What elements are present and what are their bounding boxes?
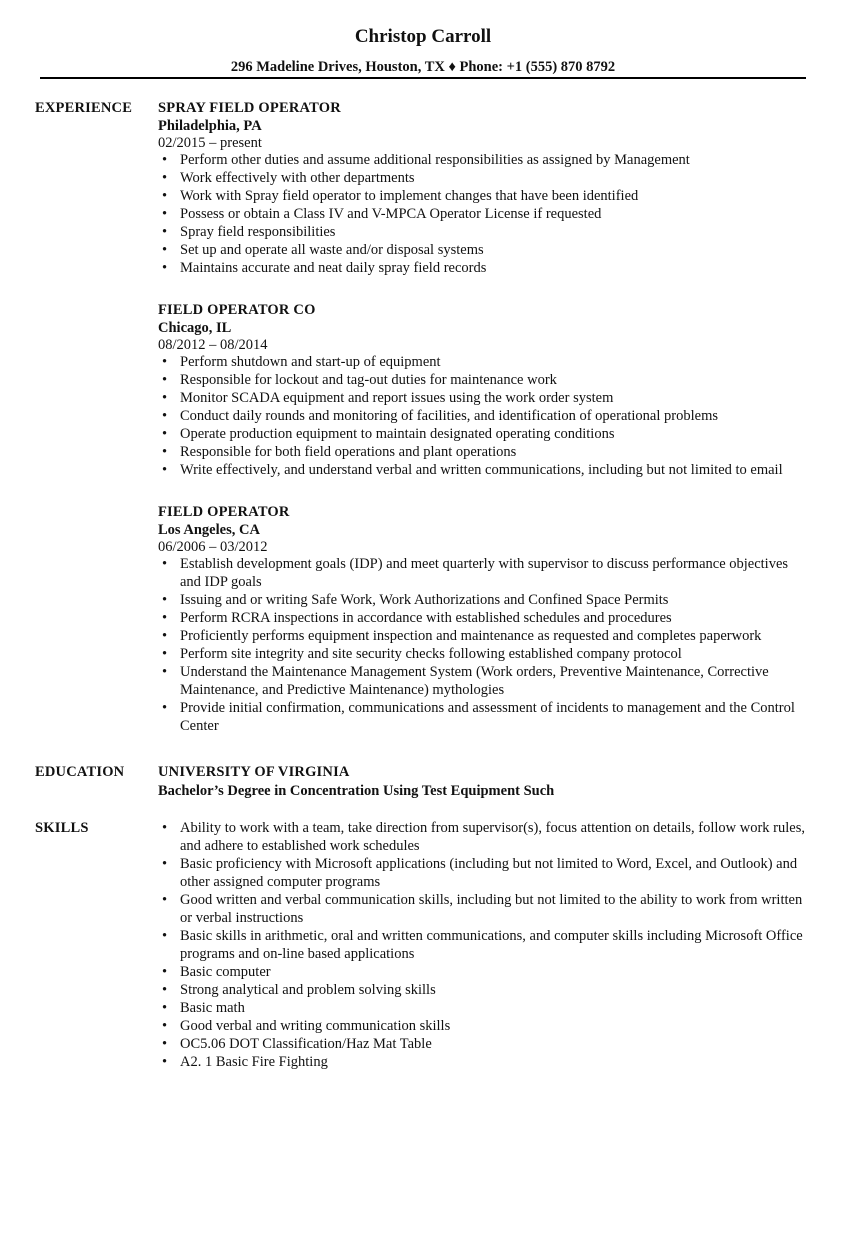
candidate-name: Christop Carroll <box>354 26 492 47</box>
job-entry <box>158 301 808 479</box>
duty-item: • Perform shutdown and start-up of equipment <box>158 353 808 371</box>
skills-list <box>158 819 808 1071</box>
duty-item: • Work effectively with other departments <box>158 169 808 187</box>
duty-item: • Perform RCRA inspections in accordance with established schedules and procedures <box>158 609 808 627</box>
job-location: Chicago, IL <box>158 320 232 336</box>
duty-item: • Set up and operate all waste and/or disposal systems <box>158 241 808 259</box>
job-title: SPRAY FIELD OPERATOR <box>158 100 341 116</box>
school-name: UNIVERSITY OF VIRGINIA <box>158 764 350 780</box>
duty-item: • Write effectively, and understand verbal and written communications, including but not limited to email <box>158 461 808 479</box>
duty-item: • Proficiently performs equipment inspection and maintenance as requested and completes paperwork <box>158 627 808 645</box>
skill-item: • Basic math <box>158 999 808 1017</box>
contact-line: 296 Madeline Drives, Houston, TX ♦ Phone: +1 (555) 870 8792 <box>230 59 616 75</box>
job-duties <box>158 353 808 479</box>
duty-item: • Responsible for lockout and tag-out duties for maintenance work <box>158 371 808 389</box>
skill-item: • Basic skills in arithmetic, oral and written communications, and computer skills including Microsoft Office programs and on-line based applications <box>158 927 808 963</box>
skill-item: • Basic computer <box>158 963 808 981</box>
education-heading: EDUCATION <box>35 764 125 780</box>
header-divider <box>40 77 806 79</box>
job-location: Los Angeles, CA <box>158 522 260 538</box>
skill-item: • Ability to work with a team, take direction from supervisor(s), focus attention on details, follow work rules, and adhere to established work schedules <box>158 819 808 855</box>
duty-item: • Work with Spray field operator to implement changes that have been identified <box>158 187 808 205</box>
skill-item: • Good verbal and writing communication skills <box>158 1017 808 1035</box>
duty-item: • Perform other duties and assume additional responsibilities as assigned by Management <box>158 151 808 169</box>
job-entry <box>158 503 808 735</box>
duty-item: • Establish development goals (IDP) and meet quarterly with supervisor to discuss performance objectives and IDP goals <box>158 555 808 591</box>
degree-name: Bachelor’s Degree in Concentration Using Test Equipment Such <box>158 783 555 799</box>
skill-item: • Good written and verbal communication skills, including but not limited to the ability to work from written or verbal instructions <box>158 891 808 927</box>
experience-body <box>158 99 808 759</box>
skill-item: • Basic proficiency with Microsoft applications (including but not limited to Word, Excel, and Outlook) and other assigned computer programs <box>158 855 808 891</box>
job-duties <box>158 151 808 277</box>
job-entry <box>158 99 808 277</box>
skills-body <box>158 819 808 1071</box>
experience-heading: EXPERIENCE <box>35 100 133 116</box>
skill-item: • Strong analytical and problem solving skills <box>158 981 808 999</box>
job-dates: 06/2006 – 03/2012 <box>158 539 268 555</box>
duty-item: • Monitor SCADA equipment and report issues using the work order system <box>158 389 808 407</box>
duty-item: • Operate production equipment to maintain designated operating conditions <box>158 425 808 443</box>
job-dates: 02/2015 – present <box>158 135 262 151</box>
duty-item: • Conduct daily rounds and monitoring of facilities, and identification of operational problems <box>158 407 808 425</box>
job-title: FIELD OPERATOR CO <box>158 302 316 318</box>
skills-heading: SKILLS <box>35 820 89 836</box>
duty-item: • Provide initial confirmation, communications and assessment of incidents to management and the Control Center <box>158 699 808 735</box>
duty-item: • Perform site integrity and site security checks following established company protocol <box>158 645 808 663</box>
education-body <box>158 763 808 801</box>
job-title: FIELD OPERATOR <box>158 504 290 520</box>
duty-item: • Responsible for both field operations and plant operations <box>158 443 808 461</box>
duty-item: • Maintains accurate and neat daily spray field records <box>158 259 808 277</box>
job-location: Philadelphia, PA <box>158 118 262 134</box>
duty-item: • Issuing and or writing Safe Work, Work Authorizations and Confined Space Permits <box>158 591 808 609</box>
skill-item: • OC5.06 DOT Classification/Haz Mat Table <box>158 1035 808 1053</box>
duty-item: • Possess or obtain a Class IV and V-MPCA Operator License if requested <box>158 205 808 223</box>
job-duties <box>158 555 808 735</box>
job-dates: 08/2012 – 08/2014 <box>158 337 268 353</box>
skill-item: • A2. 1 Basic Fire Fighting <box>158 1053 808 1071</box>
duty-item: • Spray field responsibilities <box>158 223 808 241</box>
duty-item: • Understand the Maintenance Management System (Work orders, Preventive Maintenance, Corrective Maintenance, and Predictive Maintenance) mythologies <box>158 663 808 699</box>
